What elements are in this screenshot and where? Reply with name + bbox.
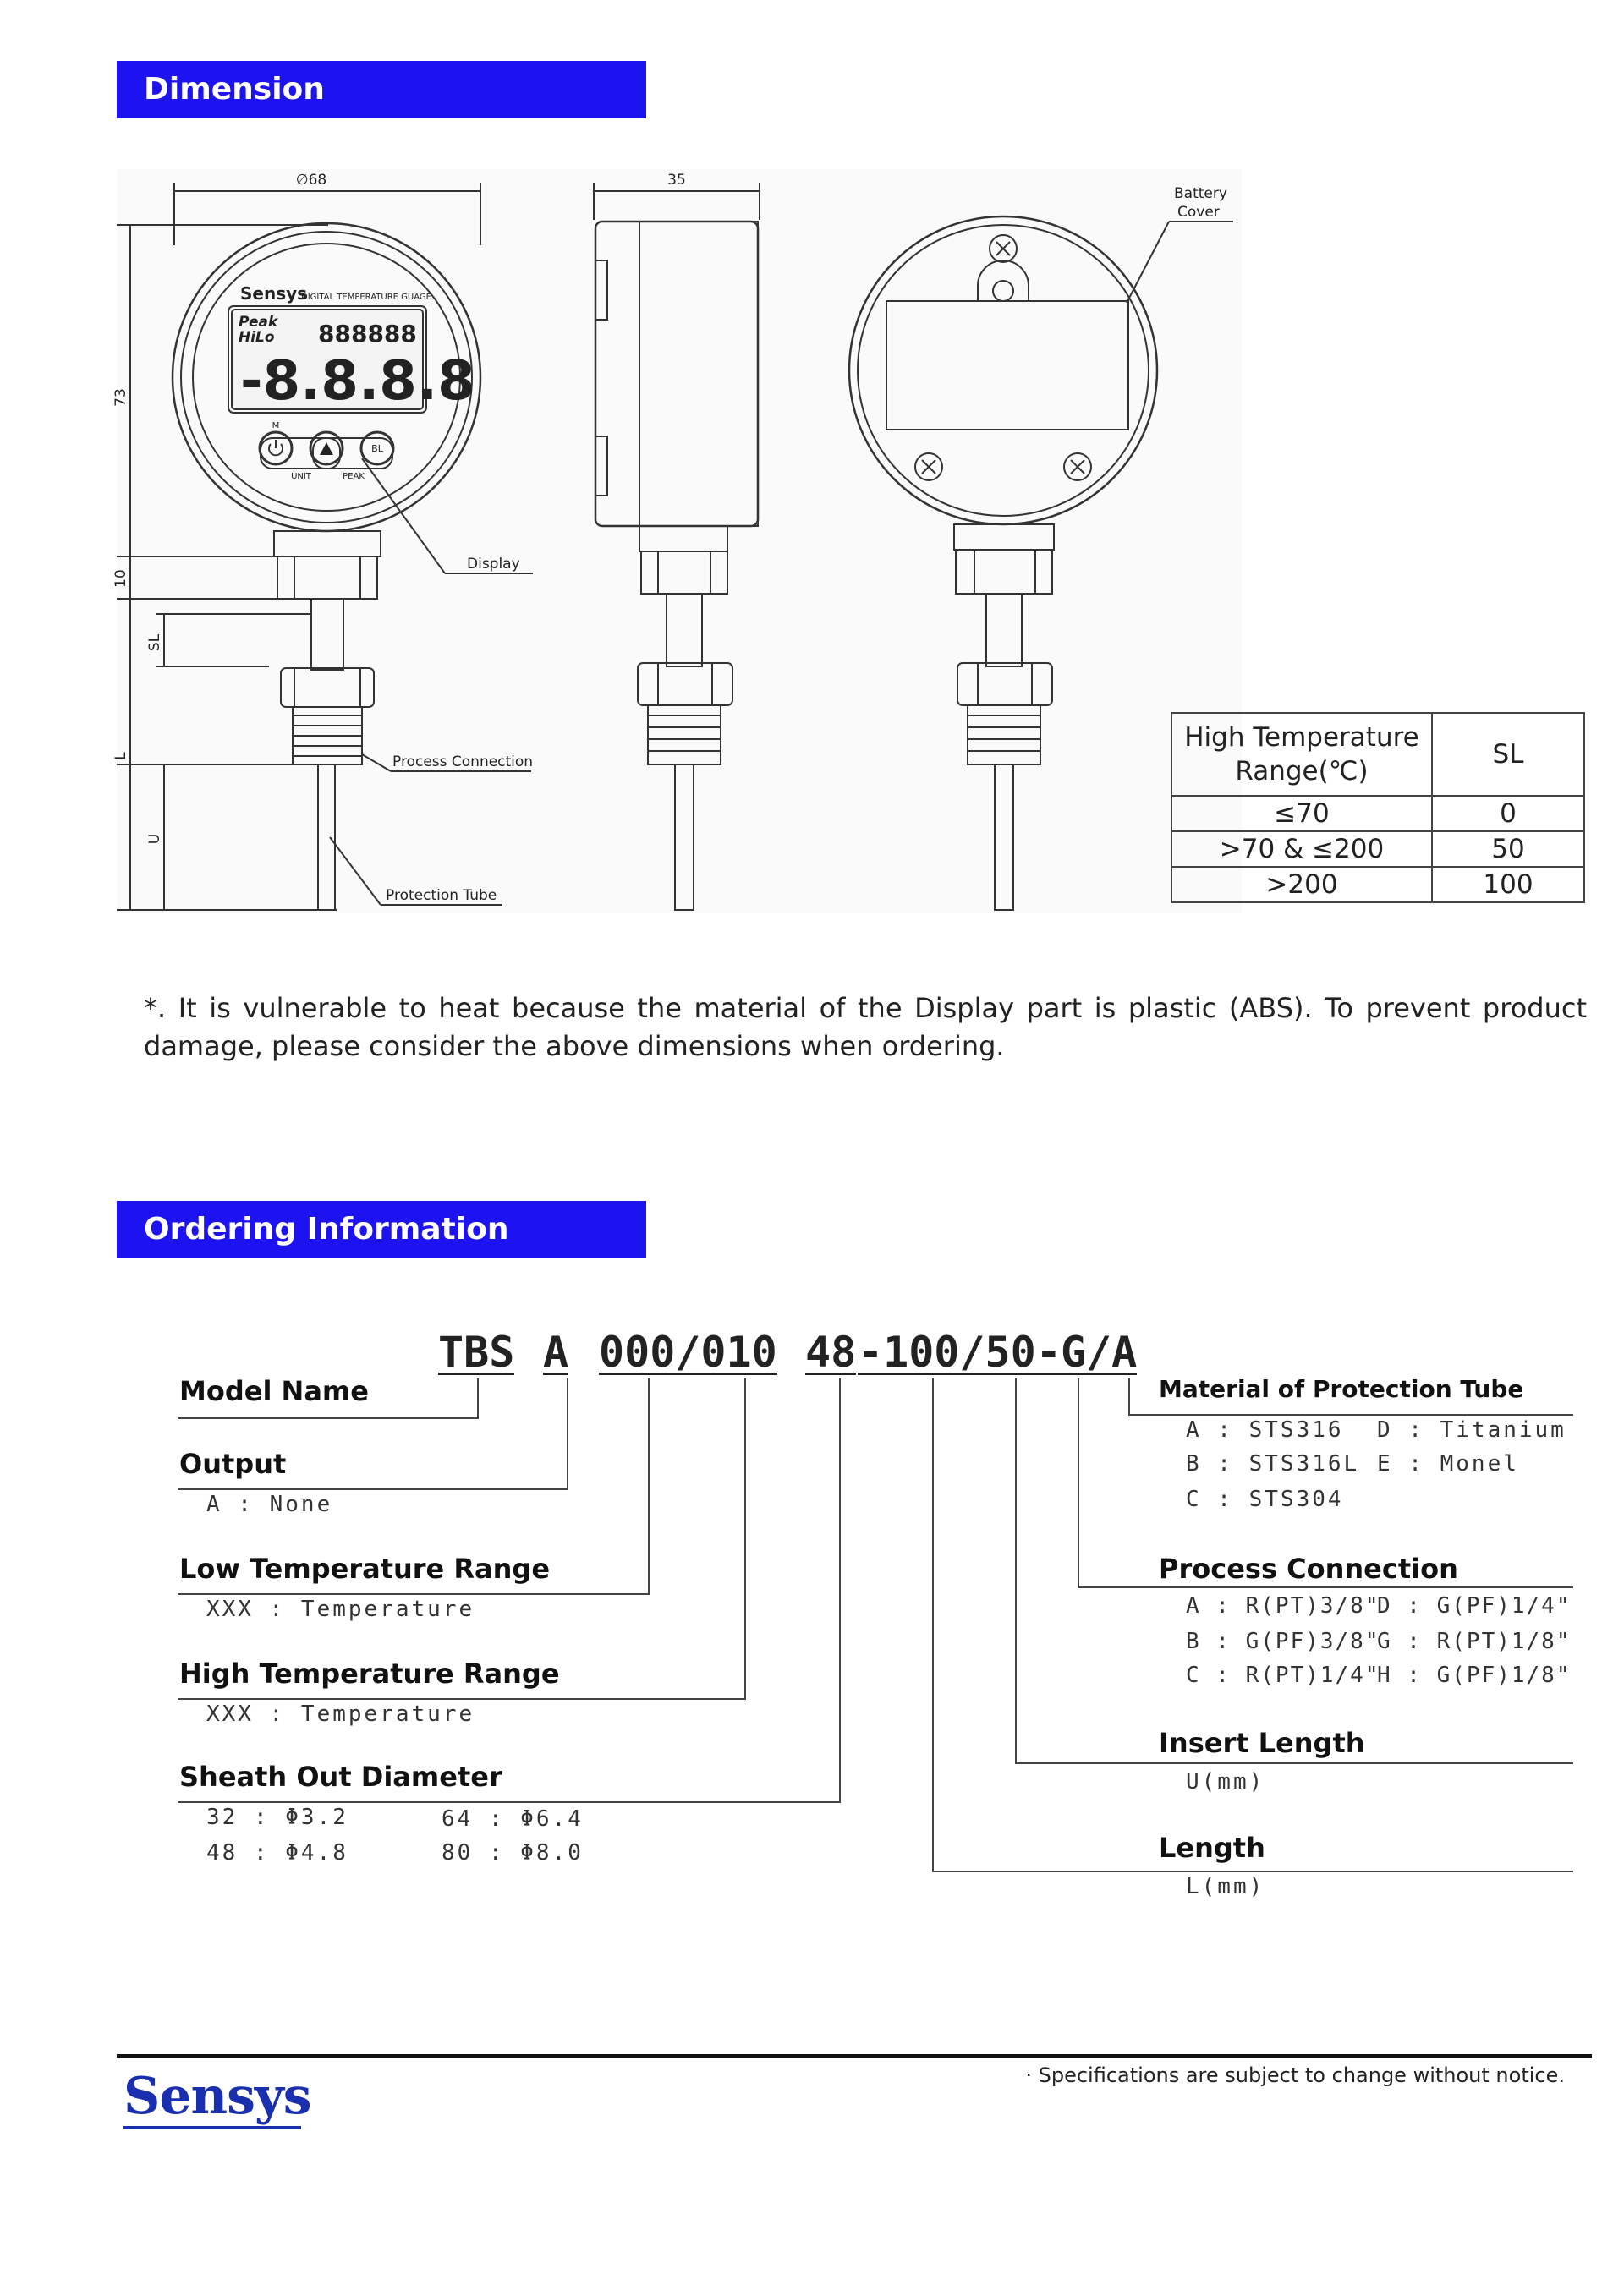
table-cell: 100 — [1432, 867, 1584, 902]
sl-table-header-sl: SL — [1432, 713, 1584, 796]
dim-u-label: U — [146, 833, 163, 845]
leader-material-v — [1128, 1378, 1130, 1416]
leader-low-temp — [178, 1593, 650, 1595]
option-high-temp: XXX : Temperature — [206, 1701, 475, 1727]
dim-sl-label: SL — [146, 633, 163, 652]
leader-process — [1078, 1586, 1573, 1588]
footer-divider — [117, 2054, 1592, 2058]
leader-insert-v — [1015, 1378, 1017, 1764]
heading-output: Output — [179, 1448, 287, 1480]
callout-protection-tube: Protection Tube — [386, 887, 497, 904]
option-material-b: B : STS316L — [1186, 1451, 1360, 1477]
leader-process-v — [1078, 1378, 1079, 1588]
callout-display: Display — [467, 556, 520, 573]
leader-length-v — [932, 1378, 934, 1872]
dim-l-label: L — [112, 752, 129, 760]
option-process-g: G : R(PT)1/8" — [1377, 1629, 1572, 1654]
table-cell: >200 — [1171, 867, 1432, 902]
dim-depth-label: 35 — [667, 172, 686, 189]
heading-model-name: Model Name — [179, 1375, 369, 1407]
dim-hex-label: 10 — [112, 569, 129, 588]
option-process-a: A : R(PT)3/8" — [1186, 1593, 1380, 1619]
option-process-c: C : R(PT)1/4" — [1186, 1663, 1380, 1688]
button-bl-label: BL — [371, 443, 383, 454]
table-row — [1171, 831, 1584, 867]
leader-sheath-v — [839, 1378, 841, 1803]
heading-low-temp: Low Temperature Range — [179, 1553, 551, 1585]
option-material-e: E : Monel — [1377, 1451, 1519, 1477]
button-m-label: M — [272, 421, 280, 430]
sl-table-header-range: High Temperature Range(℃) — [1171, 713, 1432, 796]
option-material-d: D : Titanium — [1377, 1417, 1566, 1443]
option-sheath-48: 48 : Φ4.8 — [206, 1840, 348, 1866]
heading-length: Length — [1159, 1832, 1265, 1864]
gauge-product-label: DIGITAL TEMPERATURE GUAGE — [301, 293, 431, 302]
abs-heat-note: *. It is vulnerable to heat because the material of the Display part is plastic (ABS). To prevent product damage, please consider the above dimensions when ordering. — [144, 992, 1587, 1062]
option-insert-length: U(mm) — [1186, 1769, 1265, 1795]
callout-process-connection: Process Connection — [392, 753, 534, 770]
gauge-brand: Sensys — [240, 283, 308, 304]
heading-high-temp: High Temperature Range — [179, 1658, 560, 1690]
callout-battery-2: Cover — [1177, 204, 1220, 221]
table-cell: 50 — [1432, 831, 1584, 867]
heading-sheath: Sheath Out Diameter — [179, 1761, 502, 1793]
code-model: TBS — [438, 1328, 515, 1377]
lcd-main-digits: -8.8.8.8 — [240, 350, 475, 413]
table-cell: 0 — [1432, 796, 1584, 831]
table-row — [1171, 867, 1584, 902]
leader-insert — [1015, 1762, 1573, 1764]
footer-notice: · Specifications are subject to change without notice. — [1025, 2063, 1565, 2087]
sl-table — [1171, 712, 1585, 903]
leader-material — [1128, 1414, 1573, 1416]
label-unit: UNIT — [291, 472, 311, 481]
heading-insert-length: Insert Length — [1159, 1727, 1365, 1759]
option-material-a: A : STS316 — [1186, 1417, 1344, 1443]
code-sheath: 48 — [805, 1328, 857, 1377]
table-cell: ≤70 — [1171, 796, 1432, 831]
option-low-temp: XXX : Temperature — [206, 1597, 475, 1622]
code-process: G — [1061, 1328, 1087, 1377]
leader-high-temp-v — [744, 1378, 746, 1700]
dim-diameter-label: ∅68 — [295, 172, 327, 189]
code-material: /A — [1086, 1328, 1138, 1377]
lcd-hilo: HiLo — [239, 329, 275, 346]
option-length: L(mm) — [1186, 1874, 1265, 1899]
leader-high-temp — [178, 1698, 746, 1700]
table-cell: >70 & ≤200 — [1171, 831, 1432, 867]
option-process-d: D : G(PF)1/4" — [1377, 1593, 1572, 1619]
option-sheath-80: 80 : Φ8.0 — [442, 1840, 584, 1866]
option-output: A : None — [206, 1492, 333, 1517]
logo-underline — [123, 2126, 301, 2129]
leader-low-temp-v — [648, 1378, 650, 1595]
leader-output-v — [567, 1378, 568, 1490]
heading-material: Material of Protection Tube — [1159, 1375, 1524, 1403]
callout-battery-1: Battery — [1174, 185, 1227, 202]
code-lengths: -100/50- — [858, 1328, 1062, 1377]
option-sheath-32: 32 : Φ3.2 — [206, 1805, 348, 1830]
option-sheath-64: 64 : Φ6.4 — [442, 1806, 584, 1832]
table-row — [1171, 796, 1584, 831]
leader-length — [932, 1871, 1573, 1872]
dim-height-label: 73 — [112, 388, 129, 407]
section-title-dimension: Dimension — [117, 61, 646, 118]
heading-process-connection: Process Connection — [1159, 1553, 1458, 1585]
code-temp-range: 000/010 — [599, 1328, 777, 1377]
option-material-c: C : STS304 — [1186, 1487, 1344, 1512]
sensys-logo: Sensys — [123, 2067, 311, 2126]
leader-output — [178, 1488, 568, 1490]
leader-model-v — [477, 1378, 479, 1419]
option-process-h: H : G(PF)1/8" — [1377, 1663, 1572, 1688]
leader-sheath — [178, 1801, 841, 1803]
section-title-ordering: Ordering Information — [117, 1201, 646, 1258]
leader-model — [178, 1417, 479, 1419]
label-peak: PEAK — [343, 472, 365, 481]
lcd-top-digits: 888888 — [318, 320, 417, 348]
option-process-b: B : G(PF)3/8" — [1186, 1629, 1380, 1654]
code-output: A — [543, 1328, 569, 1377]
lcd-peak: Peak — [239, 314, 278, 331]
